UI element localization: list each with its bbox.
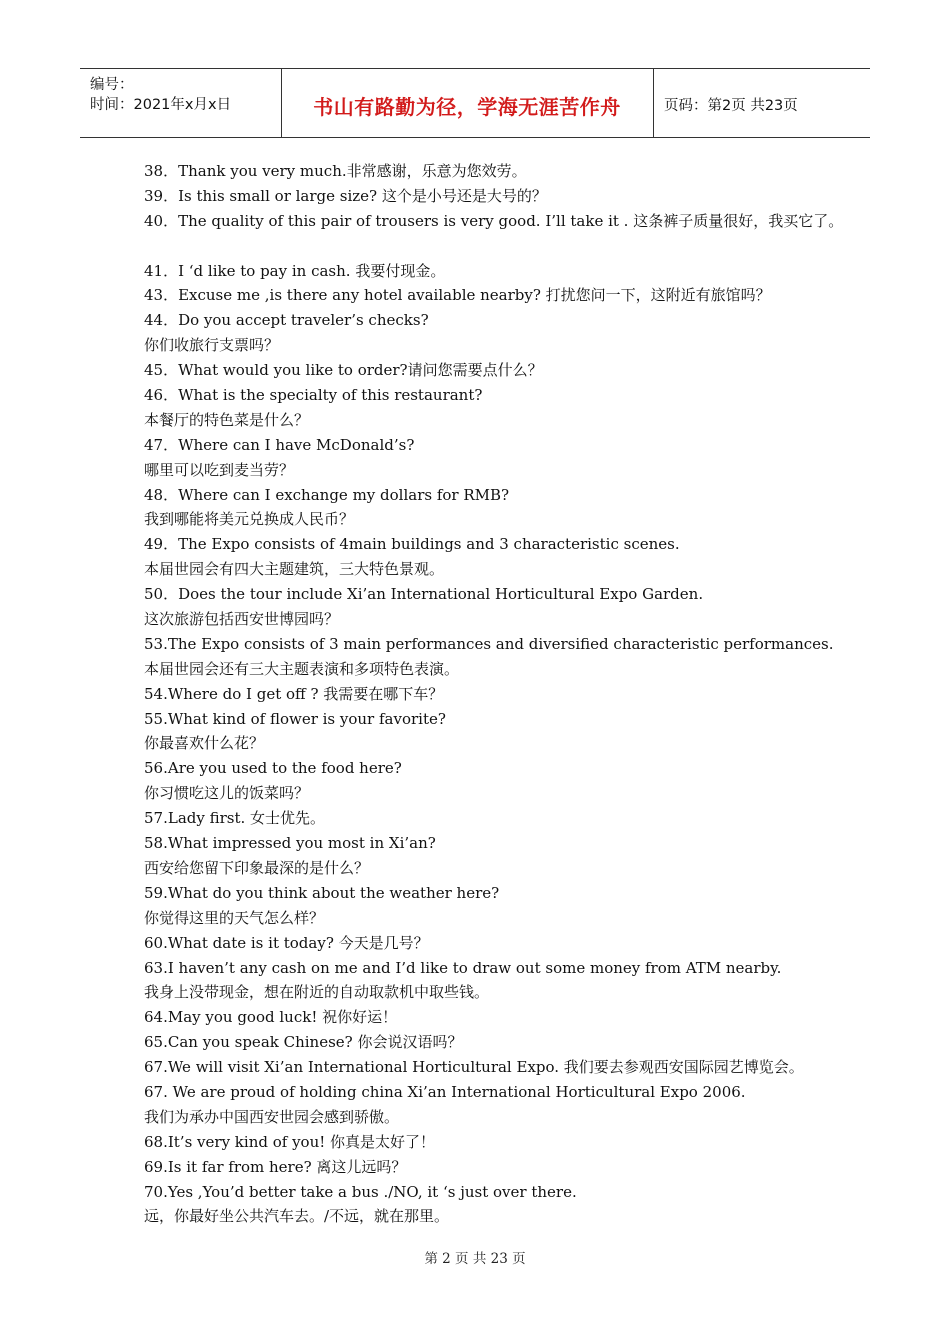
phrase-line: 你们收旅行支票吗？ xyxy=(144,336,280,355)
phrase-line: 本届世园会还有三大主题表演和多项特色表演。 xyxy=(144,659,460,678)
phrase-line: 远，你最好坐公共汽车去。/不远，就在那里。 xyxy=(144,1207,450,1226)
blank-line xyxy=(144,234,864,259)
phrase-line: 我们为承办中国西安世园会感到骄傲。 xyxy=(144,1107,400,1126)
phrase-line: 我身上没带现金，想在附近的自动取款机中取些钱。 xyxy=(144,983,490,1002)
phrase-line: 41．I ‘d like to pay in cash. 我要付现金。 xyxy=(144,261,446,280)
phrase-line: 你习惯吃这儿的饭菜吗？ xyxy=(144,784,310,803)
phrase-line: 59.What do you think about the weather here? xyxy=(144,883,500,902)
phrase-line: 40．The quality of this pair of trousers is very good. I’ll take it . 这条裤子质量很好，我买它了。 xyxy=(144,211,844,230)
phrase-line: 哪里可以吃到麦当劳？ xyxy=(144,460,295,479)
page-header xyxy=(80,68,870,138)
page-footer: 第 2 页 共 23 页 xyxy=(424,1251,526,1267)
phrase-list xyxy=(144,159,864,1229)
phrase-line: 西安给您留下印象最深的是什么？ xyxy=(144,858,370,877)
phrase-line: 67. We are proud of holding china Xi’an International Horticultural Expo 2006. xyxy=(144,1082,746,1101)
phrase-line: 50．Does the tour include Xi’an International Horticultural Expo Garden. xyxy=(144,585,704,604)
header-page-cell xyxy=(654,69,870,137)
phrase-line: 48．Where can I exchange my dollars for RMB? xyxy=(144,485,510,504)
page-code: 页码：第2页 共23页 xyxy=(664,98,798,114)
phrase-line: 54.Where do I get off ? 我需要在哪下车？ xyxy=(144,684,444,703)
phrase-line: 69.Is it far from here? 离这儿远吗？ xyxy=(144,1157,407,1176)
phrase-line: 58.What impressed you most in Xi’an? xyxy=(144,834,436,853)
phrase-line: 44．Do you accept traveler’s checks? xyxy=(144,311,429,330)
motto-title: 书山有路勤为径，学海无涯苦作舟 xyxy=(313,95,621,119)
time-label: 时间：2021年x月x日 xyxy=(90,97,232,113)
phrase-line: 56.Are you used to the food here? xyxy=(144,759,402,778)
phrase-line: 65.Can you speak Chinese? 你会说汉语吗？ xyxy=(144,1033,463,1052)
phrase-line: 47．Where can I have McDonald’s? xyxy=(144,435,415,454)
phrase-line: 53.The Expo consists of 3 main performances and diversified characteristic performances. xyxy=(144,634,834,653)
phrase-line: 你最喜欢什么花？ xyxy=(144,734,265,753)
phrase-line: 你觉得这里的天气怎么样？ xyxy=(144,908,325,927)
phrase-line: 70.Yes ,You’d better take a bus ./NO, it ‘s just over there. xyxy=(144,1182,577,1201)
phrase-line: 57.Lady first. 女士优先。 xyxy=(144,809,326,828)
phrase-line: 39．Is this small or large size? 这个是小号还是大号的？ xyxy=(144,186,547,205)
phrase-line: 本餐厅的特色菜是什么？ xyxy=(144,410,310,429)
header-motto-cell xyxy=(281,69,654,137)
phrase-line: 49．The Expo consists of 4main buildings and 3 characteristic scenes. xyxy=(144,535,680,554)
phrase-line: 64.May you good luck! 祝你好运！ xyxy=(144,1008,398,1027)
phrase-line: 63.I haven’t any cash on me and I’d like to draw out some money from ATM nearby. xyxy=(144,958,782,977)
number-label: 编号： xyxy=(90,77,134,93)
phrase-line: 这次旅游包括西安世博园吗？ xyxy=(144,610,340,629)
phrase-line: 43．Excuse me ,is there any hotel available nearby? 打扰您问一下，这附近有旅馆吗？ xyxy=(144,286,771,305)
phrase-line: 55.What kind of flower is your favorite? xyxy=(144,709,446,728)
phrase-line: 60.What date is it today? 今天是几号？ xyxy=(144,933,429,952)
header-meta xyxy=(80,69,282,137)
phrase-line: 本届世园会有四大主题建筑，三大特色景观。 xyxy=(144,560,445,579)
phrase-line: 68.It’s very kind of you! 你真是太好了！ xyxy=(144,1132,436,1151)
phrase-line: 45．What would you like to order?请问您需要点什么？ xyxy=(144,361,543,380)
phrase-line: 67.We will visit Xi’an International Horticultural Expo. 我们要去参观西安国际园艺博览会。 xyxy=(144,1058,804,1077)
phrase-line: 38．Thank you very much.非常感谢，乐意为您效劳。 xyxy=(144,162,527,180)
phrase-line: 我到哪能将美元兑换成人民币？ xyxy=(144,510,355,529)
phrase-line: 46．What is the specialty of this restaurant? xyxy=(144,386,483,405)
